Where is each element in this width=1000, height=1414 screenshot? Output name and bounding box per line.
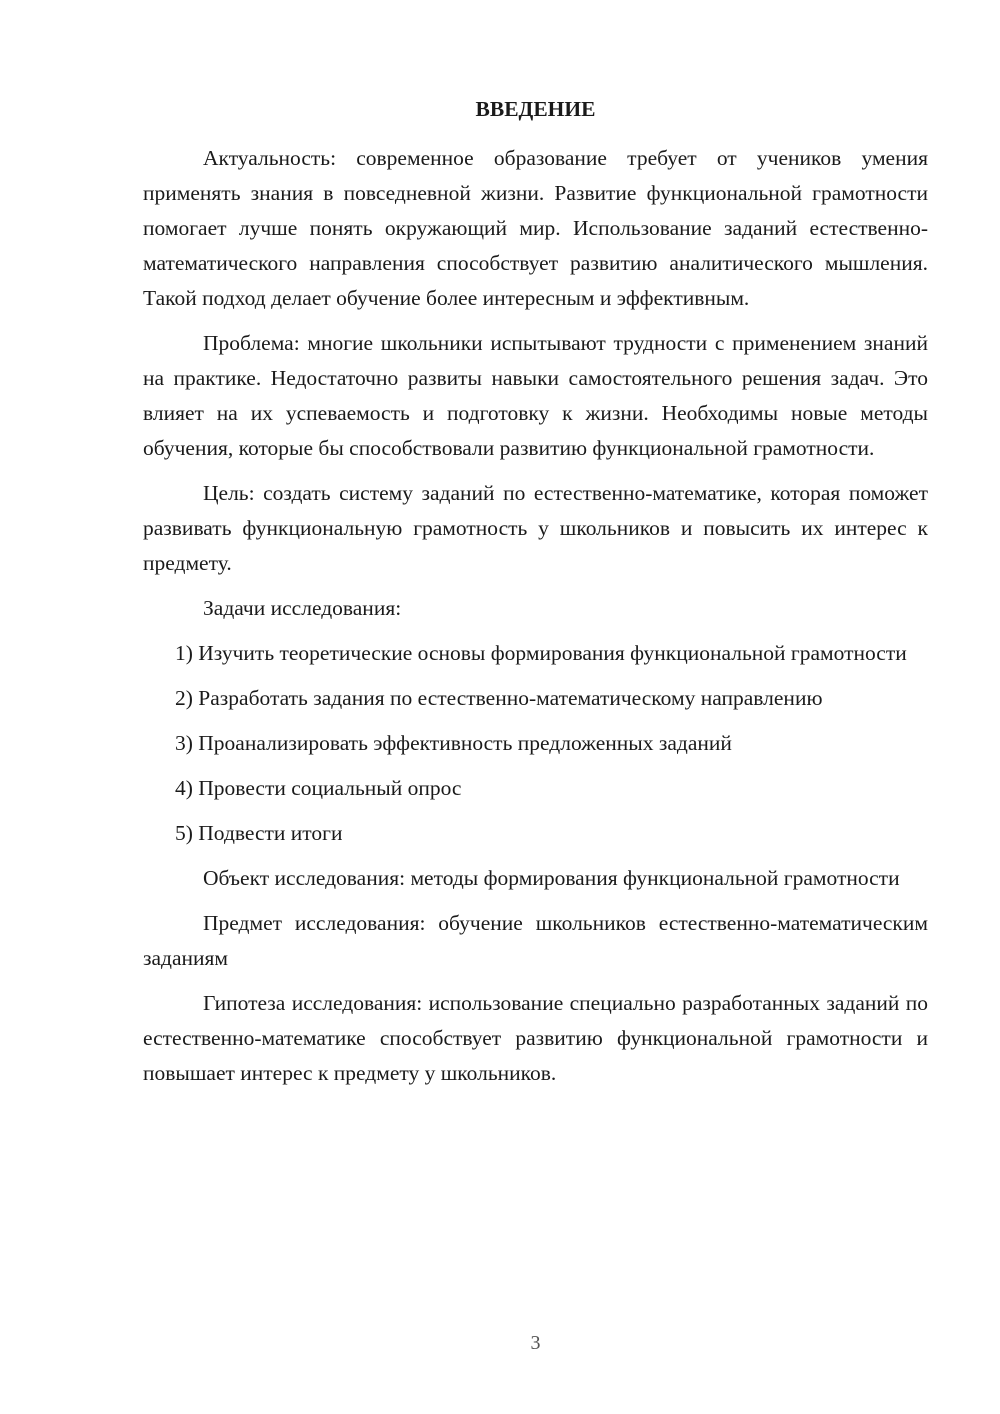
hypothesis-paragraph: Гипотеза исследования: использование специально разработанных заданий по естественно-математике способствует развитию функциональной грамотности и повышает интерес к предмету у школьников.	[143, 991, 928, 1085]
page-number: 3	[530, 1332, 541, 1354]
goal-paragraph: Цель: создать систему заданий по естественно-математике, которая поможет развивать функциональную грамотность у школьников и повысить их интерес к предмету.	[143, 481, 928, 575]
subject-paragraph: Предмет исследования: обучение школьников естественно-математическим заданиям	[143, 911, 928, 970]
task-item-2: 2) Разработать задания по естественно-математическому направлению	[175, 686, 823, 710]
task-item-3: 3) Проанализировать эффективность предложенных заданий	[175, 731, 732, 755]
task-item-1: 1) Изучить теоретические основы формирования функциональной грамотности	[175, 641, 907, 665]
object-paragraph: Объект исследования: методы формирования функциональной грамотности	[203, 866, 900, 890]
problem-paragraph: Проблема: многие школьники испытывают трудности с применением знаний на практике. Недостаточно развиты навыки самостоятельного решения задач. Это влияет на их успеваемость и подготовку к жизни. Необходимы новые методы обучения, которые бы способствовали развитию функциональной грамотности.	[143, 331, 928, 460]
tasks-title: Задачи исследования:	[203, 596, 402, 620]
relevance-paragraph: Актуальность: современное образование требует от учеников умения применять знания в повседневной жизни. Развитие функциональной грамотности помогает лучше понять окружающий мир. Использование заданий естественно-математического направления способствует развитию аналитического мышления. Такой подход делает обучение более интересным и эффективным.	[143, 146, 928, 310]
document-page	[143, 92, 928, 1101]
task-item-5: 5) Подвести итоги	[175, 821, 343, 845]
task-item-4: 4) Провести социальный опрос	[175, 776, 462, 800]
page-title: ВВЕДЕНИЕ	[475, 97, 596, 121]
